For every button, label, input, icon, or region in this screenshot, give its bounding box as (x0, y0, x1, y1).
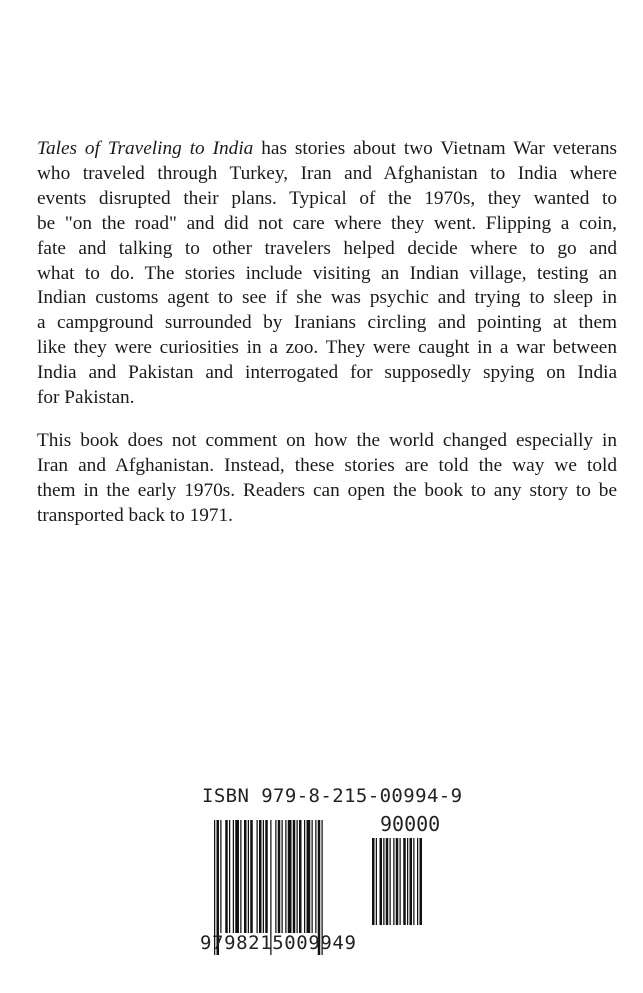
barcode-bar (250, 820, 253, 933)
barcode-bar (278, 820, 281, 933)
barcode-bar (275, 820, 276, 933)
blurb-line: India and Pakistan and interrogated for supposedly spying on India (37, 362, 617, 384)
barcode-bar (312, 820, 313, 933)
blurb-line: fate and talking to other travelers helped decide where to go and (37, 237, 617, 259)
blurb-line: be "on the road" and did not care where they went. Flipping a coin, (37, 212, 617, 234)
barcode-bar (383, 838, 384, 925)
barcode-bar (403, 838, 406, 925)
blurb-line: a campground surrounded by Iranians circling and pointing at them (37, 312, 617, 334)
blurb-line: Tales of Traveling to India has stories about two Vietnam War veterans (37, 138, 618, 159)
blurb-line: for Pakistan. (37, 387, 135, 409)
barcode-bar (413, 838, 414, 925)
barcode-addon-digits: 90000 (380, 812, 441, 836)
barcode-bar (244, 820, 247, 933)
barcode-bar (265, 820, 268, 933)
barcode-bar (417, 838, 418, 925)
blurb-line: This book does not comment on how the world changed especially in (37, 430, 617, 451)
barcode-bar (293, 820, 296, 933)
barcode-bar (229, 820, 230, 933)
barcode-bar (307, 820, 311, 933)
barcode-bar (233, 820, 234, 933)
barcode-bar (304, 820, 305, 933)
blurb-line: like they were curiosities in a zoo. They were caught in a war between (37, 337, 617, 359)
blurb-line: events disrupted their plans. Typical of the 1970s, they wanted to (37, 187, 617, 209)
barcode-bar (297, 820, 298, 933)
barcode-bar (263, 820, 264, 933)
blurb-line: who traveled through Turkey, Iran and Afghanistan to India where (37, 162, 617, 184)
blurb-line: what to do. The stories include visiting an Indian village, testing an (37, 262, 617, 284)
barcode-bar (396, 838, 399, 925)
barcode-bar (235, 820, 239, 933)
barcode-bar (315, 820, 316, 933)
barcode-bar (299, 820, 302, 933)
barcode-bar (376, 838, 377, 925)
blurb-line: Iran and Afghanistan. Instead, these stories are told the way we told (37, 454, 617, 476)
isbn-label: ISBN 979-8-215-00994-9 (202, 785, 463, 807)
barcode-bar (386, 838, 389, 925)
barcode-bar (390, 838, 391, 925)
barcode-bar (400, 838, 401, 925)
barcode-bar (407, 838, 408, 925)
blurb-line: them in the early 1970s. Readers can open the book to any story to be (37, 479, 617, 501)
barcode-bar (285, 820, 286, 933)
barcode-ean-digits: 9798215009949 (200, 932, 357, 954)
barcode-bar (393, 838, 394, 925)
barcode-bar (220, 820, 221, 933)
book-title: Tales of Traveling to India (37, 138, 254, 159)
barcode-bar (248, 820, 249, 933)
barcode-bar (240, 820, 241, 933)
blurb-line: transported back to 1971. (37, 504, 233, 526)
barcode-bar (282, 820, 283, 933)
barcode-bar (259, 820, 262, 933)
barcode-bar (257, 820, 258, 933)
barcode-bar (410, 838, 413, 925)
barcode-bar (372, 838, 375, 925)
barcode-bar (225, 820, 228, 933)
barcode-bar (420, 838, 423, 925)
barcode-bar (288, 820, 292, 933)
blurb-line: Indian customs agent to see if she was psychic and trying to sleep in (37, 287, 617, 309)
barcode-bar (380, 838, 383, 925)
